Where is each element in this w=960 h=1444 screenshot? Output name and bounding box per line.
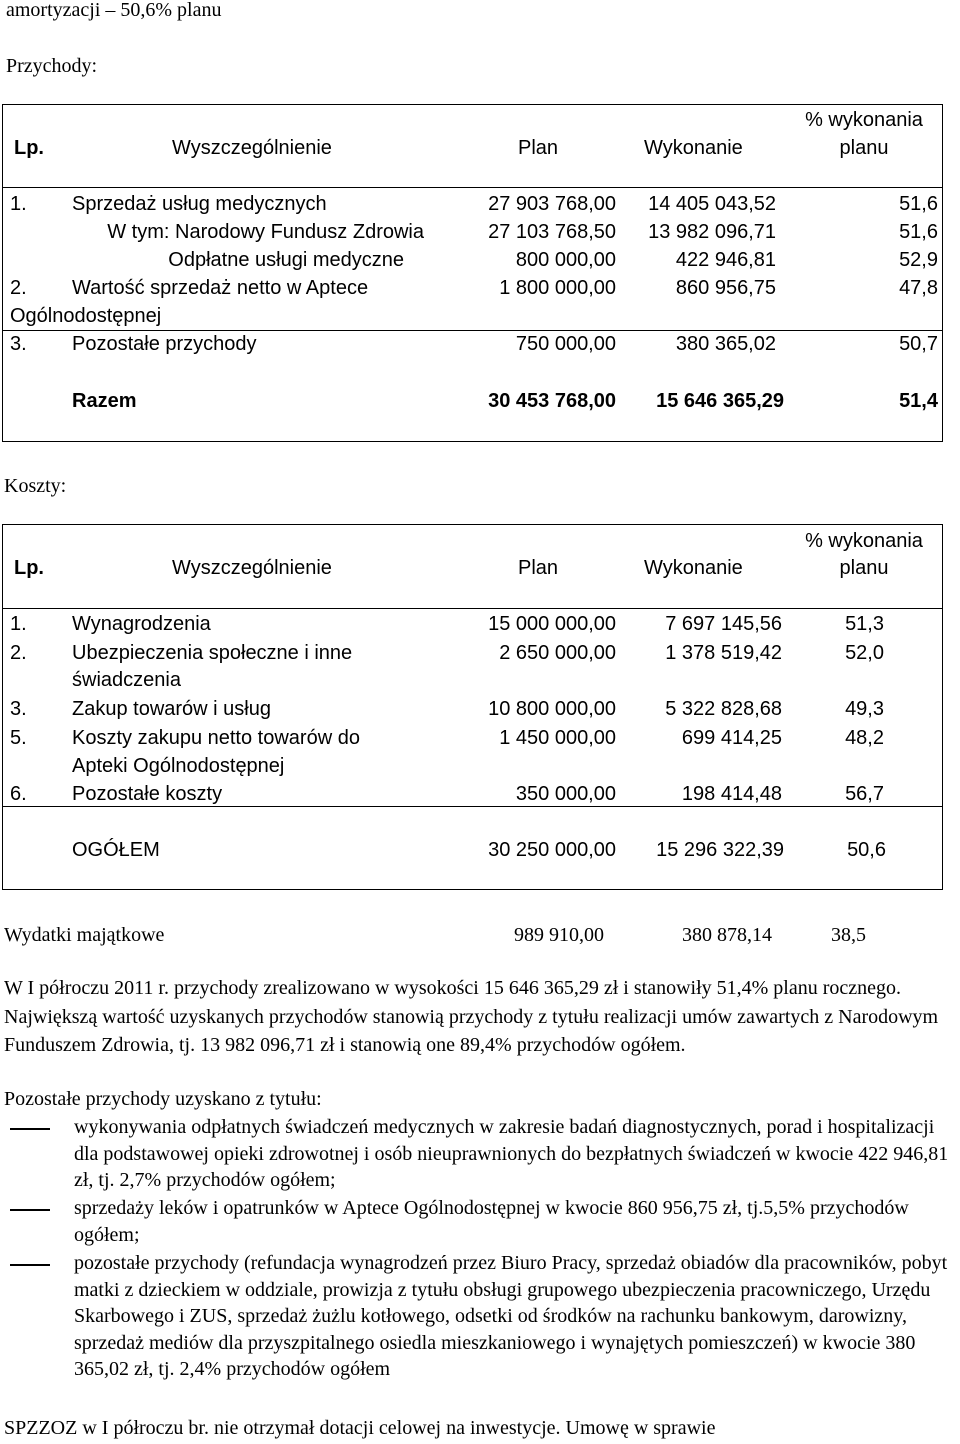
income-row-plan: 1 800 000,00 (499, 277, 616, 299)
summary-paragraph: W I półroczu 2011 r. przychody zrealizowano w wysokości 15 646 365,29 zł i stanowiły 51,4% planu rocznego. Największą wartość uzyskanych przychodów stanowią przychody z tytułu realizacji umów zawartych z Narodowym Funduszem Zdrowia, tj. 13 982 096,71 zł i stanowią one 89,4% przychodów ogółem. (4, 977, 939, 1056)
cost-row-name: Pozostałe koszty (72, 783, 223, 805)
income-row-plan: 800 000,00 (515, 249, 616, 271)
cost-row-lp: 2. (10, 642, 27, 664)
income-total-plan: 30 453 768,00 (488, 390, 616, 412)
income-row-exec: 380 365,02 (675, 333, 776, 355)
cost-row-pct: 51,3 (845, 613, 884, 635)
cost-row-name: Wynagrodzenia (72, 613, 211, 635)
income-total-label: Razem (72, 390, 137, 412)
cost-row-lp: 3. (10, 698, 27, 720)
intro-line: amortyzacji – 50,6% planu (6, 0, 222, 21)
income-row-pct: 50,7 (899, 333, 938, 355)
cost-row-name: Zakup towarów i usług (72, 698, 271, 720)
other-income-intro: Pozostałe przychody uzyskano z tytułu: (4, 1088, 322, 1110)
cost-row-exec: 5 322 828,68 (665, 698, 782, 720)
income-row-pct: 51,6 (899, 221, 938, 243)
dash-icon (10, 1128, 50, 1130)
cost-header-plan: Plan (518, 557, 559, 579)
capex-label: Wydatki majątkowe (4, 924, 165, 946)
cost-row-plan: 350 000,00 (515, 783, 616, 805)
income-row-pct: 51,6 (899, 193, 938, 215)
income-row-name: Pozostałe przychody (72, 333, 257, 355)
cost-row-exec: 7 697 145,56 (665, 613, 782, 635)
income-row-plan: 27 103 768,50 (488, 221, 616, 243)
dash-icon (10, 1209, 50, 1211)
income-row-lp: 2. (10, 277, 27, 299)
income-row-pct: 52,9 (899, 249, 938, 271)
cost-header-name: Wyszczególnienie (172, 557, 332, 579)
income-row-plan: 27 903 768,00 (488, 193, 616, 215)
cost-row-plan: 1 450 000,00 (499, 727, 616, 749)
cost-total-exec: 15 296 322,39 (656, 839, 784, 861)
cost-row-plan: 10 800 000,00 (488, 698, 616, 720)
cost-row-lp: 6. (10, 783, 27, 805)
income-row-name: Sprzedaż usług medycznych (72, 193, 327, 215)
capex-pct: 38,5 (831, 924, 866, 946)
cost-header-lp: Lp. (14, 557, 44, 579)
cost-row-pct: 56,7 (845, 783, 884, 805)
cost-header-pct-2: planu (839, 557, 889, 579)
cost-table-divider (2, 806, 943, 807)
cost-header-pct: % wykonania (805, 530, 923, 552)
income-header-name: Wyszczególnienie (172, 137, 332, 159)
income-header-plan: Plan (518, 137, 559, 159)
list-item: wykonywania odpłatnych świadczeń medycznych w zakresie badań diagnostycznych, porad i hospitalizacji dla podstawowej opieki zdrowotnej i osób nieuprawnionych do bezpłatnych świadczeń w kwocie 422 946,81 zł, tj. 2,7% przychodów ogółem; (74, 1116, 949, 1191)
costs-heading: Koszty: (4, 475, 67, 497)
cost-row-name-cont: Apteki Ogólnodostępnej (72, 755, 285, 777)
income-row-exec: 860 956,75 (675, 277, 776, 299)
capex-exec: 380 878,14 (682, 924, 772, 946)
income-total-exec: 15 646 365,29 (656, 390, 784, 412)
cost-total-pct: 50,6 (847, 839, 886, 861)
cost-row-pct: 49,3 (845, 698, 884, 720)
cost-total-label: OGÓŁEM (72, 839, 160, 861)
cost-row-exec: 1 378 519,42 (665, 642, 782, 664)
cost-row-plan: 2 650 000,00 (499, 642, 616, 664)
income-row-lp: 3. (10, 333, 27, 355)
cost-total-plan: 30 250 000,00 (488, 839, 616, 861)
cost-row-pct: 48,2 (845, 727, 884, 749)
closing-line: SPZZOZ w I półroczu br. nie otrzymał dotacji celowej na inwestycje. Umowę w sprawie (4, 1417, 716, 1439)
cost-header-exec: Wykonanie (644, 557, 743, 579)
cost-table-header-divider (2, 608, 943, 609)
capex-plan: 989 910,00 (514, 924, 604, 946)
income-row-name: Wartość sprzedaż netto w Aptece (72, 277, 369, 299)
cost-row-plan: 15 000 000,00 (488, 613, 616, 635)
cost-row-lp: 5. (10, 727, 27, 749)
income-row-exec: 422 946,81 (675, 249, 776, 271)
income-header-pct: % wykonania (805, 109, 923, 131)
income-header-pct-2: planu (839, 137, 889, 159)
cost-row-name: Koszty zakupu netto towarów do (72, 727, 360, 749)
income-heading: Przychody: (6, 55, 98, 77)
income-total-pct: 51,4 (899, 390, 938, 412)
income-row-name: W tym: Narodowy Fundusz Zdrowia (107, 221, 424, 243)
income-table-header-divider (2, 187, 943, 188)
cost-row-lp: 1. (10, 613, 27, 635)
dash-icon (10, 1264, 50, 1266)
income-row-plan: 750 000,00 (515, 333, 616, 355)
income-row-pct: 47,8 (899, 277, 938, 299)
income-row-name-cont: Ogólnodostępnej (10, 305, 162, 327)
cost-row-name-cont: świadczenia (72, 669, 181, 691)
income-row-exec: 14 405 043,52 (648, 193, 776, 215)
income-row-lp: 1. (10, 193, 27, 215)
list-item: pozostałe przychody (refundacja wynagrodzeń przez Biuro Pracy, sprzedaż obiadów dla pracowników, pobyt matki z dzieckiem w oddziale, prowizja z tytułu obsługi grupowego ubezpieczenia pracowniczego, Urzędu Skarbowego i ZUS, sprzedaż żużlu kotłowego, odsetki od środków na rachunku bankowym, darowizny, sprzedaż mediów dla przyszpitalnego osiedla mieszkaniowego i wynajętych pomieszczeń) w kwocie 380 365,02 zł, tj. 2,4% przychodów ogółem (74, 1252, 948, 1380)
income-table-divider (2, 330, 943, 331)
cost-row-exec: 198 414,48 (681, 783, 782, 805)
list-item: sprzedaży leków i opatrunków w Aptece Ogólnodostępnej w kwocie 860 956,75 zł, tj.5,5% przychodów ogółem; (74, 1197, 909, 1246)
cost-row-pct: 52,0 (845, 642, 884, 664)
income-row-exec: 13 982 096,71 (648, 221, 776, 243)
cost-row-exec: 699 414,25 (681, 727, 782, 749)
income-header-lp: Lp. (14, 137, 44, 159)
income-header-exec: Wykonanie (644, 137, 743, 159)
cost-row-name: Ubezpieczenia społeczne i inne (72, 642, 353, 664)
income-row-name: Odpłatne usługi medyczne (168, 249, 404, 271)
